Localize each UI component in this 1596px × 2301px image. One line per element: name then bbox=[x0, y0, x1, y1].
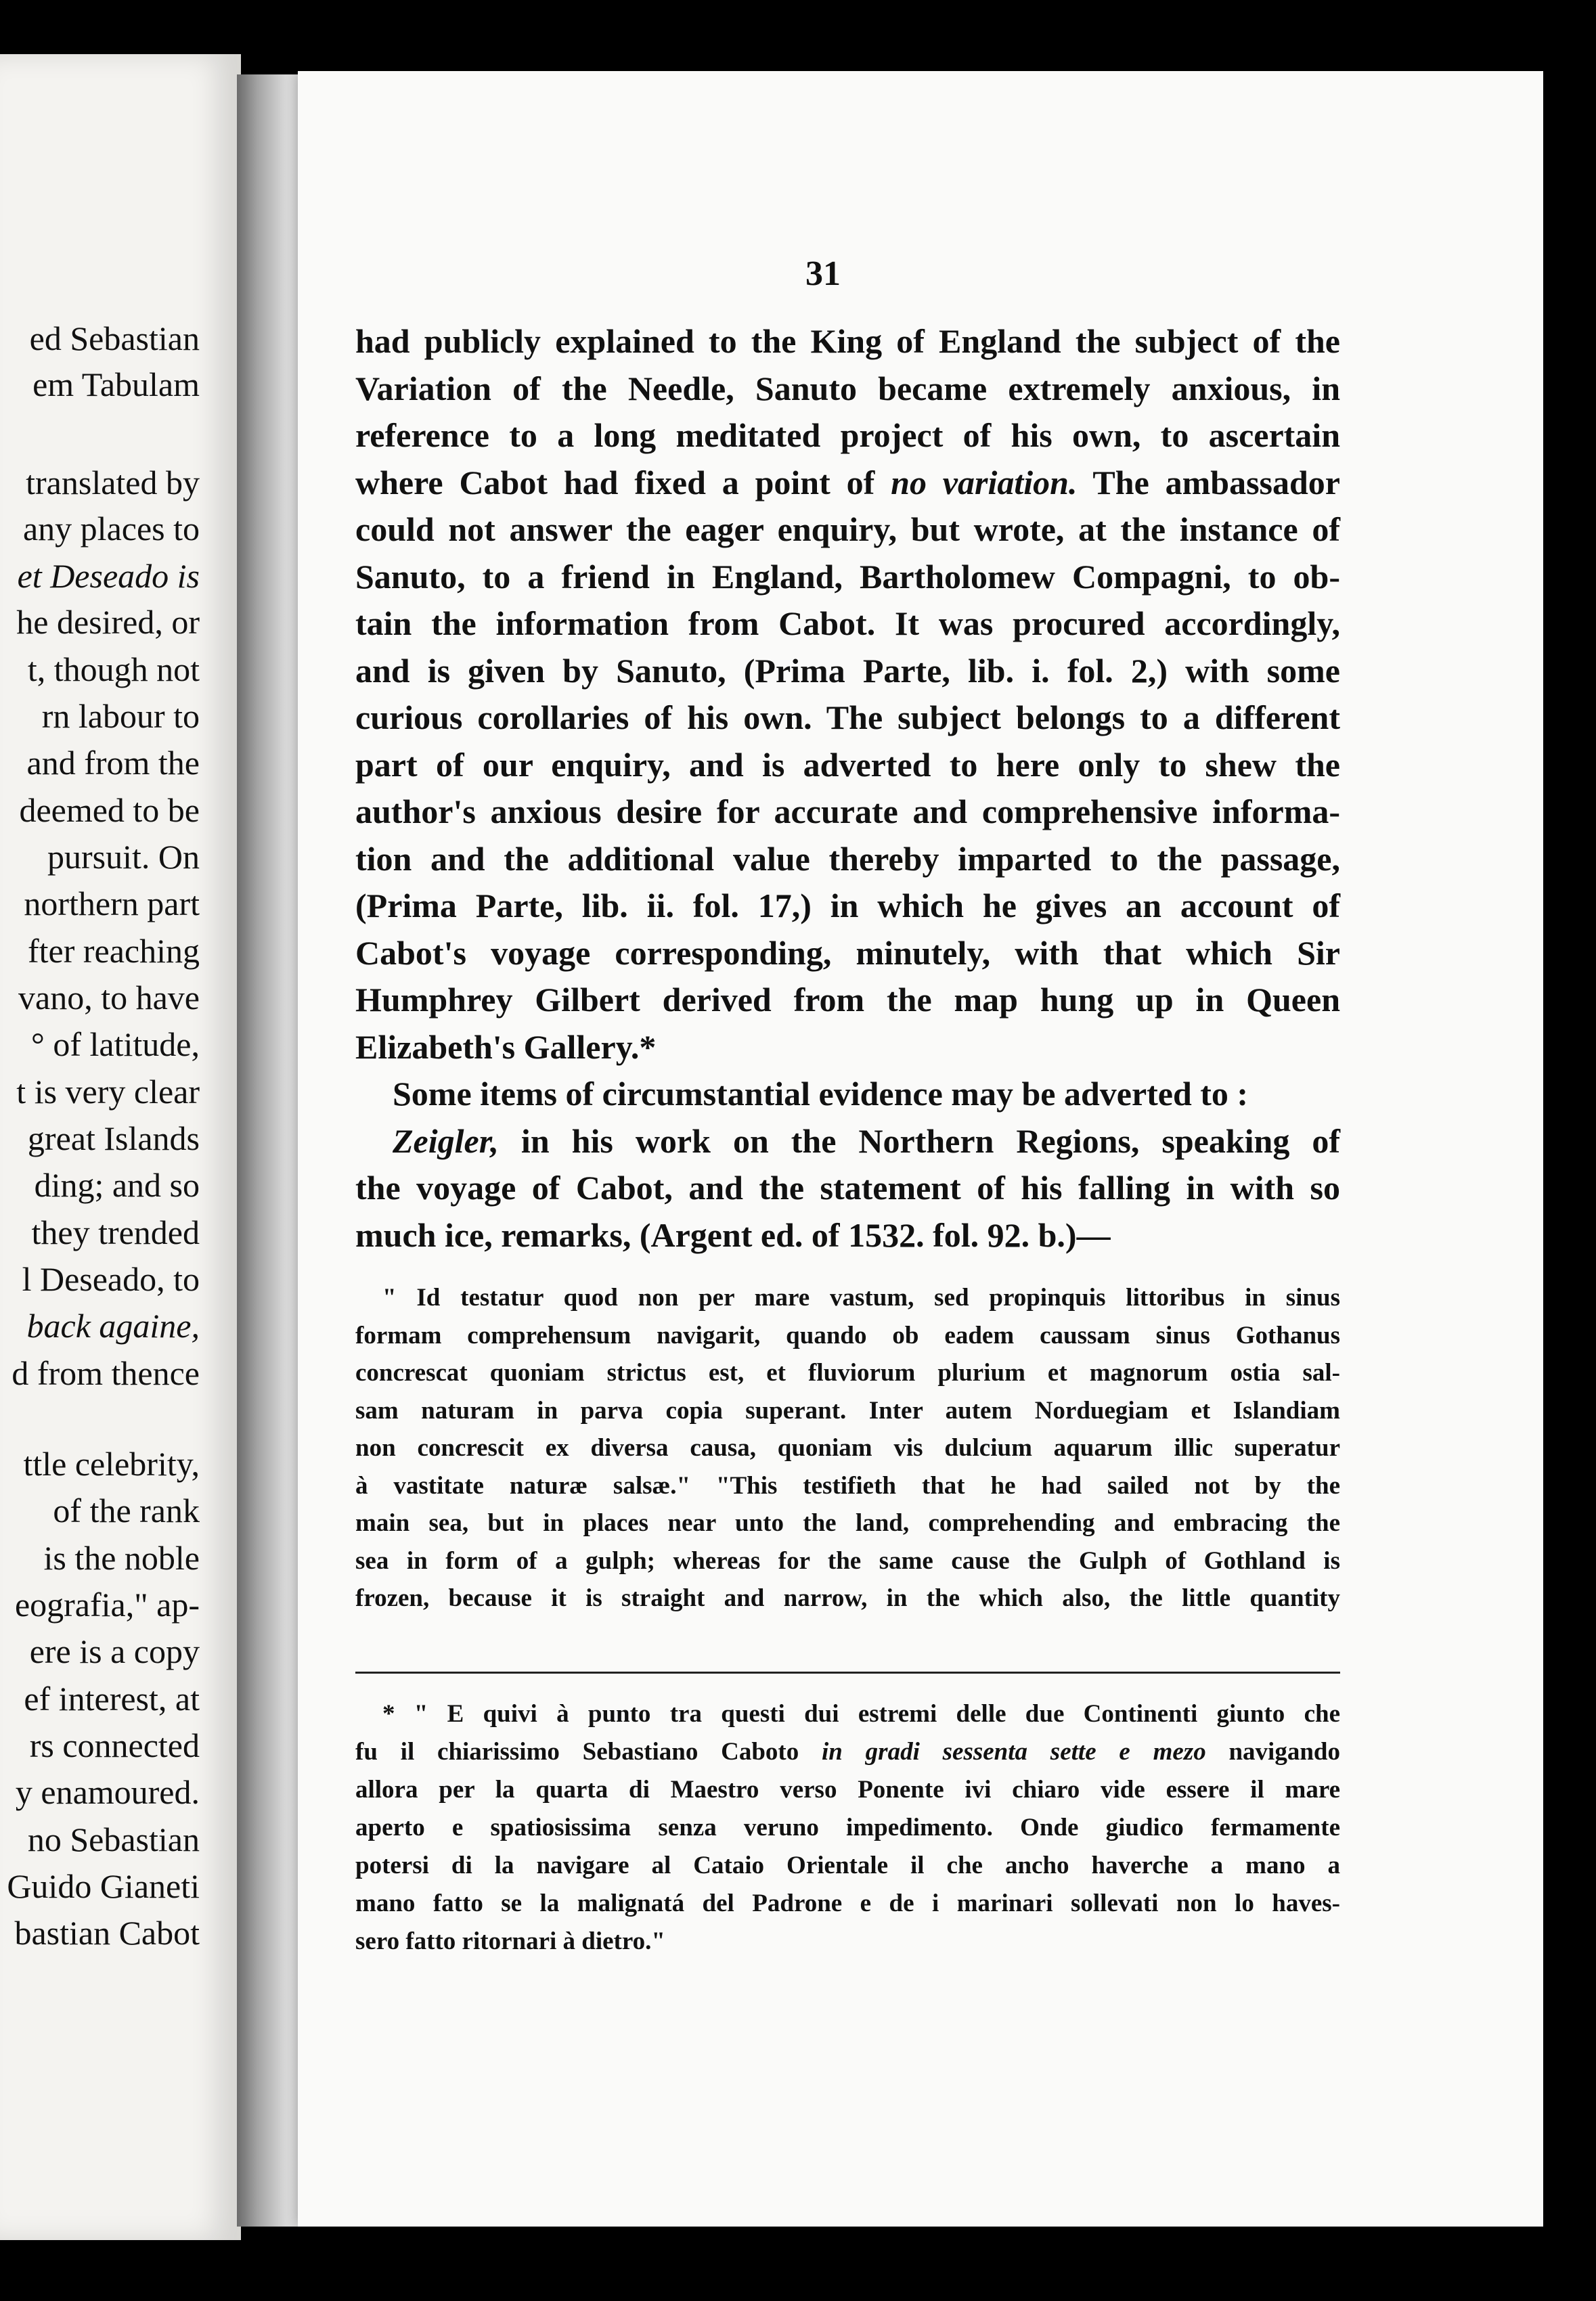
facing-page-line: translated by bbox=[26, 464, 200, 501]
body-line: Elizabeth's Gallery.* bbox=[355, 1027, 657, 1066]
facing-page-line: d from thence bbox=[12, 1354, 200, 1392]
facing-page-line: back againe, bbox=[26, 1307, 200, 1345]
body-line: Sanuto, to a friend in England, Bartholomew Compagni, to ob- bbox=[355, 557, 1340, 596]
quote-line: sam naturam in parva copia superant. Inter autem Norduegiam et Islandiam bbox=[355, 1396, 1340, 1425]
quote-line: frozen, because it is straight and narrow, in the which also, the little quantity bbox=[355, 1584, 1340, 1612]
facing-page-line: no Sebastian bbox=[27, 1820, 200, 1858]
footnote-line: aperto e spatiosissima senza veruno impedimento. Onde giudico fermamente bbox=[355, 1814, 1340, 1841]
body-line: reference to a long meditated project of his own, to ascertain bbox=[355, 416, 1340, 454]
body-line: part of our enquiry, and is adverted to here only to shew the bbox=[355, 745, 1340, 784]
facing-page-line: y enamoured. bbox=[15, 1773, 200, 1811]
page-number: 31 bbox=[805, 254, 841, 293]
facing-page-line: ed Sebastian bbox=[29, 319, 200, 357]
facing-page-line: rs connected bbox=[29, 1726, 200, 1764]
quote-line: non concrescit ex diversa causa, quoniam vis dulcium aquarum illic superatur bbox=[355, 1434, 1340, 1462]
quote-line: main sea, but in places near unto the land, comprehending and embracing the bbox=[355, 1509, 1340, 1537]
body-line: Cabot's voyage corresponding, minutely, with that which Sir bbox=[355, 933, 1340, 972]
body-line: tain the information from Cabot. It was procured accordingly, bbox=[355, 604, 1340, 642]
body-line: Some items of circumstantial evidence may be adverted to : bbox=[393, 1075, 1249, 1113]
quotation bbox=[355, 1279, 1340, 1617]
footnote-line: fu il chiarissimo Sebastiano Caboto in gradi sessenta sette e mezo navigando bbox=[355, 1738, 1340, 1766]
facing-page-line: Guido Gianeti bbox=[7, 1867, 200, 1905]
facing-page-line: t is very clear bbox=[16, 1073, 200, 1111]
facing-page-line: eografia," ap- bbox=[14, 1586, 200, 1624]
facing-page-line: they trended bbox=[31, 1213, 200, 1251]
body-line: the voyage of Cabot, and the statement of his falling in with so bbox=[355, 1169, 1340, 1207]
footnote-line: mano fatto se la malignatá del Padrone e de i marinari sollevati non lo haves- bbox=[355, 1890, 1340, 1917]
body-line: and is given by Sanuto, (Prima Parte, lib. i. fol. 2,) with some bbox=[355, 651, 1340, 690]
facing-page-line: l Deseado, to bbox=[22, 1260, 200, 1298]
facing-page-line: vano, to have bbox=[18, 979, 200, 1017]
body-text bbox=[355, 318, 1340, 1259]
body-line: Zeigler, in his work on the Northern Regions, speaking of bbox=[393, 1121, 1340, 1160]
body-line: could not answer the eager enquiry, but wrote, at the instance of bbox=[355, 510, 1340, 548]
facing-page-line: t, though not bbox=[27, 650, 200, 688]
facing-page-line: and from the bbox=[26, 744, 200, 782]
quote-line: " Id testatur quod non per mare vastum, sed propinquis littoribus in sinus bbox=[382, 1284, 1340, 1312]
footnote-line: * " E quivi à punto tra questi dui estremi delle due Continenti giunto che bbox=[382, 1700, 1340, 1728]
facing-page-line: any places to bbox=[22, 510, 200, 548]
body-line: had publicly explained to the King of England the subject of the bbox=[355, 322, 1340, 360]
facing-page-line: ° of latitude, bbox=[30, 1025, 200, 1063]
facing-page-line: ef interest, at bbox=[24, 1680, 200, 1718]
footnote-line: allora per la quarta di Maestro verso Ponente ivi chiaro vide essere il mare bbox=[355, 1776, 1340, 1804]
footnote bbox=[355, 1695, 1340, 1961]
body-line: Humphrey Gilbert derived from the map hung up in Queen bbox=[355, 981, 1340, 1019]
facing-page-line: deemed to be bbox=[19, 791, 200, 829]
footnote-line: sero fatto ritornari à dietro." bbox=[355, 1927, 665, 1955]
facing-page-line: rn labour to bbox=[41, 697, 200, 735]
facing-page-line: et Deseado is bbox=[17, 557, 200, 595]
footnote-line: potersi di la navigare al Cataio Orientale il che ancho haverche a mano a bbox=[355, 1852, 1340, 1879]
facing-page-line: fter reaching bbox=[27, 932, 200, 970]
body-line: author's anxious desire for accurate and comprehensive informa- bbox=[355, 792, 1340, 830]
facing-page-line: great Islands bbox=[27, 1119, 200, 1157]
facing-page-line: northern part bbox=[24, 885, 200, 922]
body-line: tion and the additional value thereby imparted to the passage, bbox=[355, 839, 1340, 878]
facing-page-line: of the rank bbox=[53, 1492, 200, 1529]
body-line: curious corollaries of his own. The subject belongs to a different bbox=[355, 698, 1340, 736]
facing-page bbox=[0, 54, 241, 2240]
quote-line: concrescat quoniam strictus est, et fluviorum plurium et magnorum ostia sal- bbox=[355, 1359, 1340, 1387]
facing-page-line: ere is a copy bbox=[29, 1632, 200, 1670]
body-line: (Prima Parte, lib. ii. fol. 17,) in which he gives an account of bbox=[355, 887, 1340, 924]
body-line: Variation of the Needle, Sanuto became extremely anxious, in bbox=[355, 369, 1340, 407]
facing-page-line: bastian Cabot bbox=[14, 1914, 200, 1952]
footnote-rule bbox=[355, 1672, 1340, 1674]
facing-page-line: is the noble bbox=[43, 1539, 200, 1577]
body-line: where Cabot had fixed a point of no variation. The ambassador bbox=[355, 463, 1340, 501]
quote-line: sea in form of a gulph; whereas for the same cause the Gulph of Gothland is bbox=[355, 1546, 1340, 1575]
facing-page-line: ding; and so bbox=[34, 1166, 200, 1204]
facing-page-line: pursuit. On bbox=[47, 838, 200, 876]
quote-line: formam comprehensum navigarit, quando ob eadem caussam sinus Gothanus bbox=[355, 1321, 1340, 1349]
facing-page-line: em Tabulam bbox=[32, 365, 200, 403]
facing-page-line: he desired, or bbox=[16, 603, 200, 641]
facing-page-line: ttle celebrity, bbox=[23, 1445, 200, 1483]
body-line: much ice, remarks, (Argent ed. of 1532. fol. 92. b.)— bbox=[355, 1215, 1111, 1254]
quote-line: à vastitate naturæ salsæ." "This testifieth that he had sailed not by the bbox=[355, 1471, 1340, 1500]
